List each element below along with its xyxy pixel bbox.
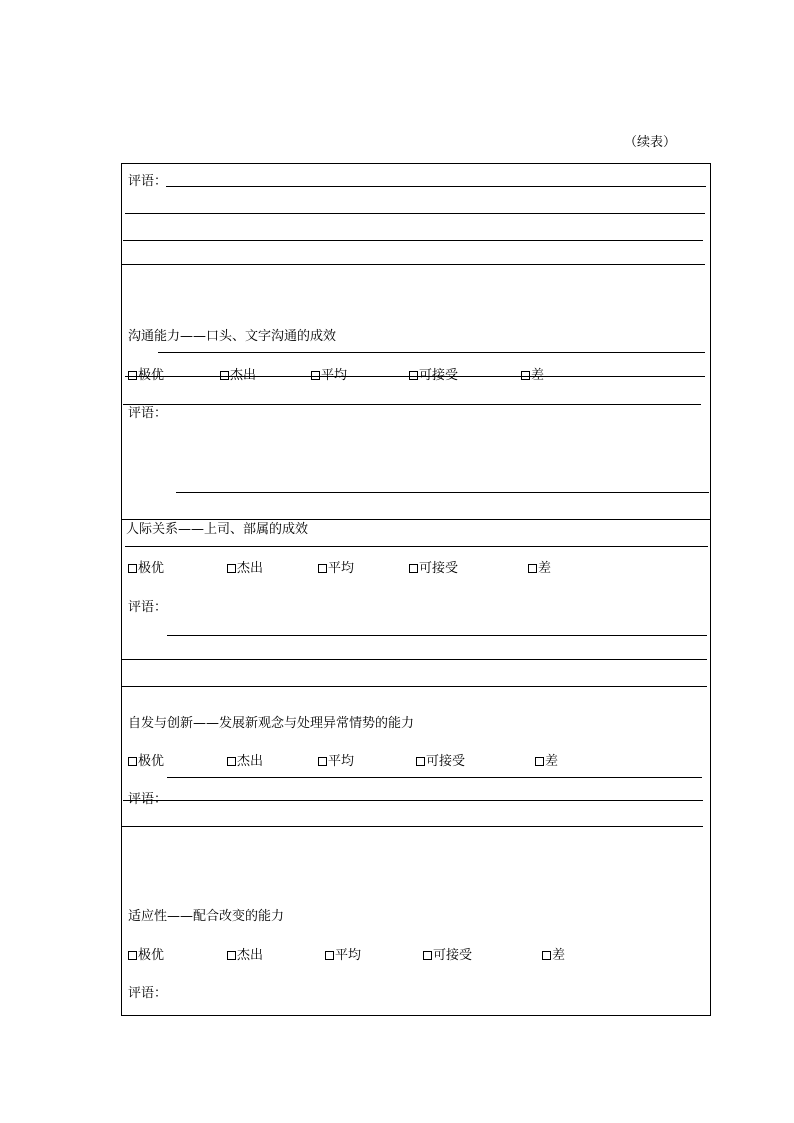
- section-title-communication: 沟通能力——口头、文字沟通的成效: [128, 329, 337, 344]
- comment-line[interactable]: [122, 264, 705, 265]
- comment-line[interactable]: [167, 635, 707, 636]
- option-average[interactable]: 平均: [325, 948, 361, 964]
- section-divider: [122, 519, 710, 520]
- checkbox-icon[interactable]: [128, 564, 137, 573]
- option-acceptable[interactable]: 可接受: [409, 561, 458, 577]
- option-average[interactable]: 平均: [318, 561, 354, 577]
- option-outstanding[interactable]: 杰出: [227, 561, 263, 577]
- option-outstanding[interactable]: 杰出: [220, 368, 256, 384]
- option-excellent[interactable]: 极优: [128, 561, 164, 577]
- option-poor[interactable]: 差: [542, 948, 565, 964]
- checkbox-icon[interactable]: [416, 757, 425, 766]
- checkbox-icon[interactable]: [227, 757, 236, 766]
- comment-label-2: 评语：: [128, 406, 168, 421]
- comment-line[interactable]: [122, 659, 707, 660]
- comment-line[interactable]: [123, 404, 701, 405]
- option-poor[interactable]: 差: [535, 754, 558, 770]
- checkbox-icon[interactable]: [535, 757, 544, 766]
- section-title-interpersonal: 人际关系——上司、部属的成效: [126, 522, 309, 537]
- checkbox-icon[interactable]: [423, 951, 432, 960]
- checkbox-icon[interactable]: [409, 564, 418, 573]
- comment-label-3: 评语：: [128, 600, 168, 615]
- option-acceptable[interactable]: 可接受: [409, 368, 458, 384]
- option-excellent[interactable]: 极优: [128, 948, 164, 964]
- option-poor[interactable]: 差: [521, 368, 544, 384]
- checkbox-icon[interactable]: [227, 951, 236, 960]
- comment-line[interactable]: [158, 352, 705, 353]
- option-acceptable[interactable]: 可接受: [423, 948, 472, 964]
- comment-line[interactable]: [123, 800, 703, 801]
- section-title-initiative: 自发与创新——发展新观念与处理异常情势的能力: [128, 716, 415, 731]
- checkbox-icon[interactable]: [318, 564, 327, 573]
- comment-label-4: 评语：: [128, 792, 168, 807]
- comment-line[interactable]: [166, 186, 706, 187]
- comment-line[interactable]: [176, 492, 709, 493]
- option-acceptable[interactable]: 可接受: [416, 754, 465, 770]
- option-outstanding[interactable]: 杰出: [227, 948, 263, 964]
- checkbox-icon[interactable]: [318, 757, 327, 766]
- evaluation-table: [121, 163, 711, 1016]
- comment-line[interactable]: [122, 686, 707, 687]
- option-excellent[interactable]: 极优: [128, 368, 164, 384]
- checkbox-icon[interactable]: [227, 564, 236, 573]
- comment-line[interactable]: [123, 240, 703, 241]
- option-average[interactable]: 平均: [318, 754, 354, 770]
- comment-line[interactable]: [167, 777, 702, 778]
- option-excellent[interactable]: 极优: [128, 754, 164, 770]
- option-poor[interactable]: 差: [528, 561, 551, 577]
- checkbox-icon[interactable]: [542, 951, 551, 960]
- comment-label-1: 评语：: [128, 174, 168, 189]
- option-average[interactable]: 平均: [311, 368, 347, 384]
- comment-label-5: 评语：: [128, 986, 168, 1001]
- comment-line[interactable]: [125, 546, 708, 547]
- checkbox-icon[interactable]: [128, 951, 137, 960]
- section-title-adaptability: 适应性——配合改变的能力: [128, 909, 285, 924]
- checkbox-icon[interactable]: [325, 951, 334, 960]
- checkbox-icon[interactable]: [128, 757, 137, 766]
- checkbox-icon[interactable]: [528, 564, 537, 573]
- comment-line[interactable]: [122, 826, 703, 827]
- continued-label: （续表）: [624, 135, 677, 150]
- comment-line[interactable]: [125, 376, 705, 377]
- option-outstanding[interactable]: 杰出: [227, 754, 263, 770]
- comment-line[interactable]: [125, 213, 705, 214]
